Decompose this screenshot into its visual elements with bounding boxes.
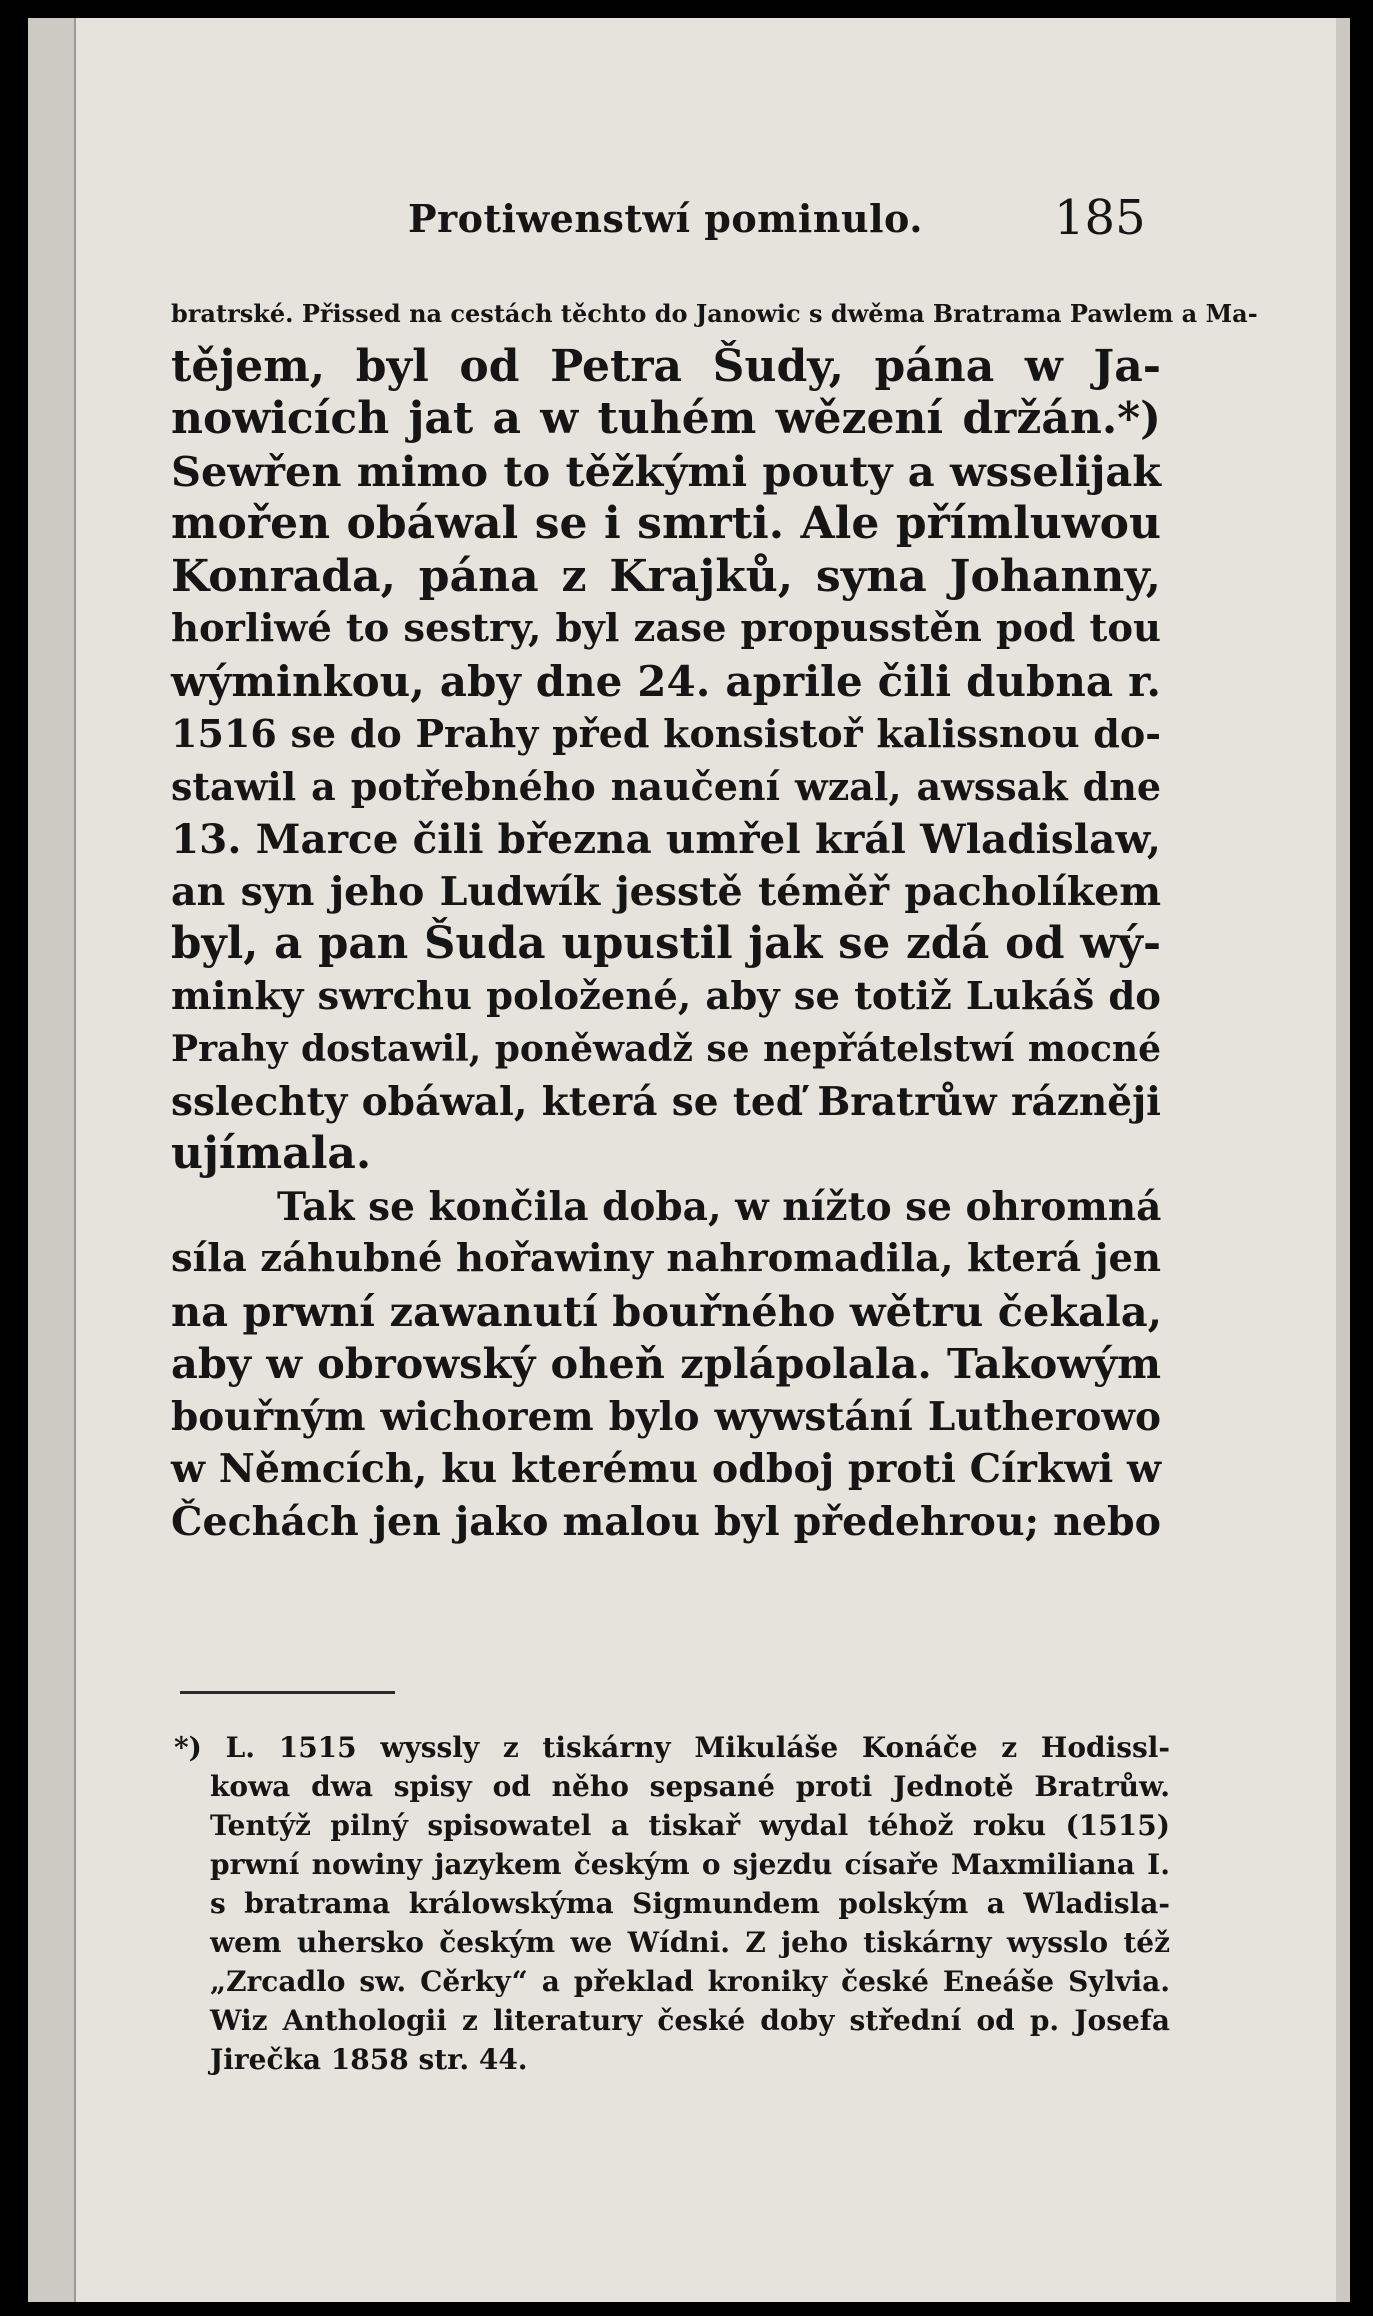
text-line: minky swrchu položené, aby se totiž Lukáš do [171, 973, 1161, 1019]
text-line: tějem, byl od Petra Šudy, pána w Ja- [171, 340, 1161, 392]
footnote-line: prwní nowiny jazykem českým o sjezdu císaře Maxmiliana I. [210, 1848, 1170, 1881]
footnote-rule [180, 1691, 395, 1694]
text-line: byl, a pan Šuda upustil jak se zdá od wý- [171, 918, 1161, 969]
footnote [174, 1728, 1170, 2079]
text-line: síla záhubné hořawiny nahromadila, která jen [171, 1236, 1161, 1281]
text-line: w Němcích, ku kterému odboj proti Církwi w [171, 1446, 1162, 1492]
footnote-line [174, 1728, 1170, 1767]
running-title: Protiwenstwí pominulo. [408, 196, 923, 241]
footnote-marker: *) [174, 1731, 202, 1764]
text-line: ujímala. [171, 1128, 372, 1179]
text-line: wýminkou, aby dne 24. aprile čili dubna r. [171, 656, 1161, 706]
footnote-line: s bratrama králowskýma Sigmundem polským a Wladisla- [210, 1887, 1170, 1920]
facing-page-edge [28, 18, 76, 2302]
text-line: mořen obáwal se i smrti. Ale přímluwou [171, 498, 1161, 549]
text-line: Čechách jen jako malou byl předehrou; nebo [171, 1498, 1161, 1545]
text-line: Sewřen mimo to těžkými pouty a wsselijak [171, 446, 1161, 496]
footnote-line: Tentýž pilný spisowatel a tiskař wydal téhož roku (1515) [210, 1809, 1170, 1842]
footnote-line: „Zrcadlo sw. Cěrky“ a překlad kroniky české Eneáše Sylvia. [210, 1965, 1170, 1998]
body-text [171, 288, 1258, 1548]
text-line: 13. Marce čili března umřel král Wladislaw, [171, 815, 1161, 863]
text-line: bratrské. Přissed na cestách těchto do Janowic s dwěma Bratrama Pawlem a Ma- [171, 299, 1258, 328]
text-line: sslechty obáwal, která se teď Bratrůw rázněji [171, 1078, 1161, 1125]
footnote-line: wem uhersko českým we Wídni. Z jeho tiskárny wysslo též [210, 1926, 1170, 1959]
text-line: na prwní zawanutí bouřného wětru čekala, [171, 1286, 1163, 1336]
text-line: 1516 se do Prahy před konsistoř kalissnou do- [171, 711, 1161, 756]
text-line: nowicích jat a w tuhém wězení držán.*) [171, 393, 1161, 444]
text-line: bouřným wichorem bylo wywstání Lutherowo [171, 1393, 1161, 1440]
text-line: aby w obrowský oheň zplápolala. Takowým [171, 1339, 1161, 1388]
text-line: Tak se končila doba, w nížto se ohromná [277, 1183, 1162, 1230]
text-line: stawil a potřebného naučení wzal, awssak dne [171, 763, 1161, 809]
book-page [28, 18, 1350, 2302]
footnote-line: Wiz Anthologii z literatury české doby střední od p. Josefa [210, 2004, 1170, 2037]
text-line: an syn jeho Ludwík jesstě téměř pacholíkem [171, 868, 1161, 915]
text-line: horliwé to sestry, byl zase propusstěn pod tou [171, 606, 1161, 651]
footnote-line: Jirečka 1858 str. 44. [210, 2043, 528, 2076]
page-number: 185 [1054, 190, 1146, 246]
text-line: Prahy dostawil, poněwadž se nepřátelstwí mocné [171, 1028, 1161, 1070]
footnote-line-text: L. 1515 wyssly z tiskárny Mikuláše Konáče z Hodissl- [225, 1731, 1170, 1764]
page-edge-right [1336, 18, 1350, 2302]
footnote-line: kowa dwa spisy od něho sepsané proti Jednotě Bratrůw. [210, 1770, 1170, 1803]
text-line: Konrada, pána z Krajků, syna Johanny, [171, 550, 1161, 602]
